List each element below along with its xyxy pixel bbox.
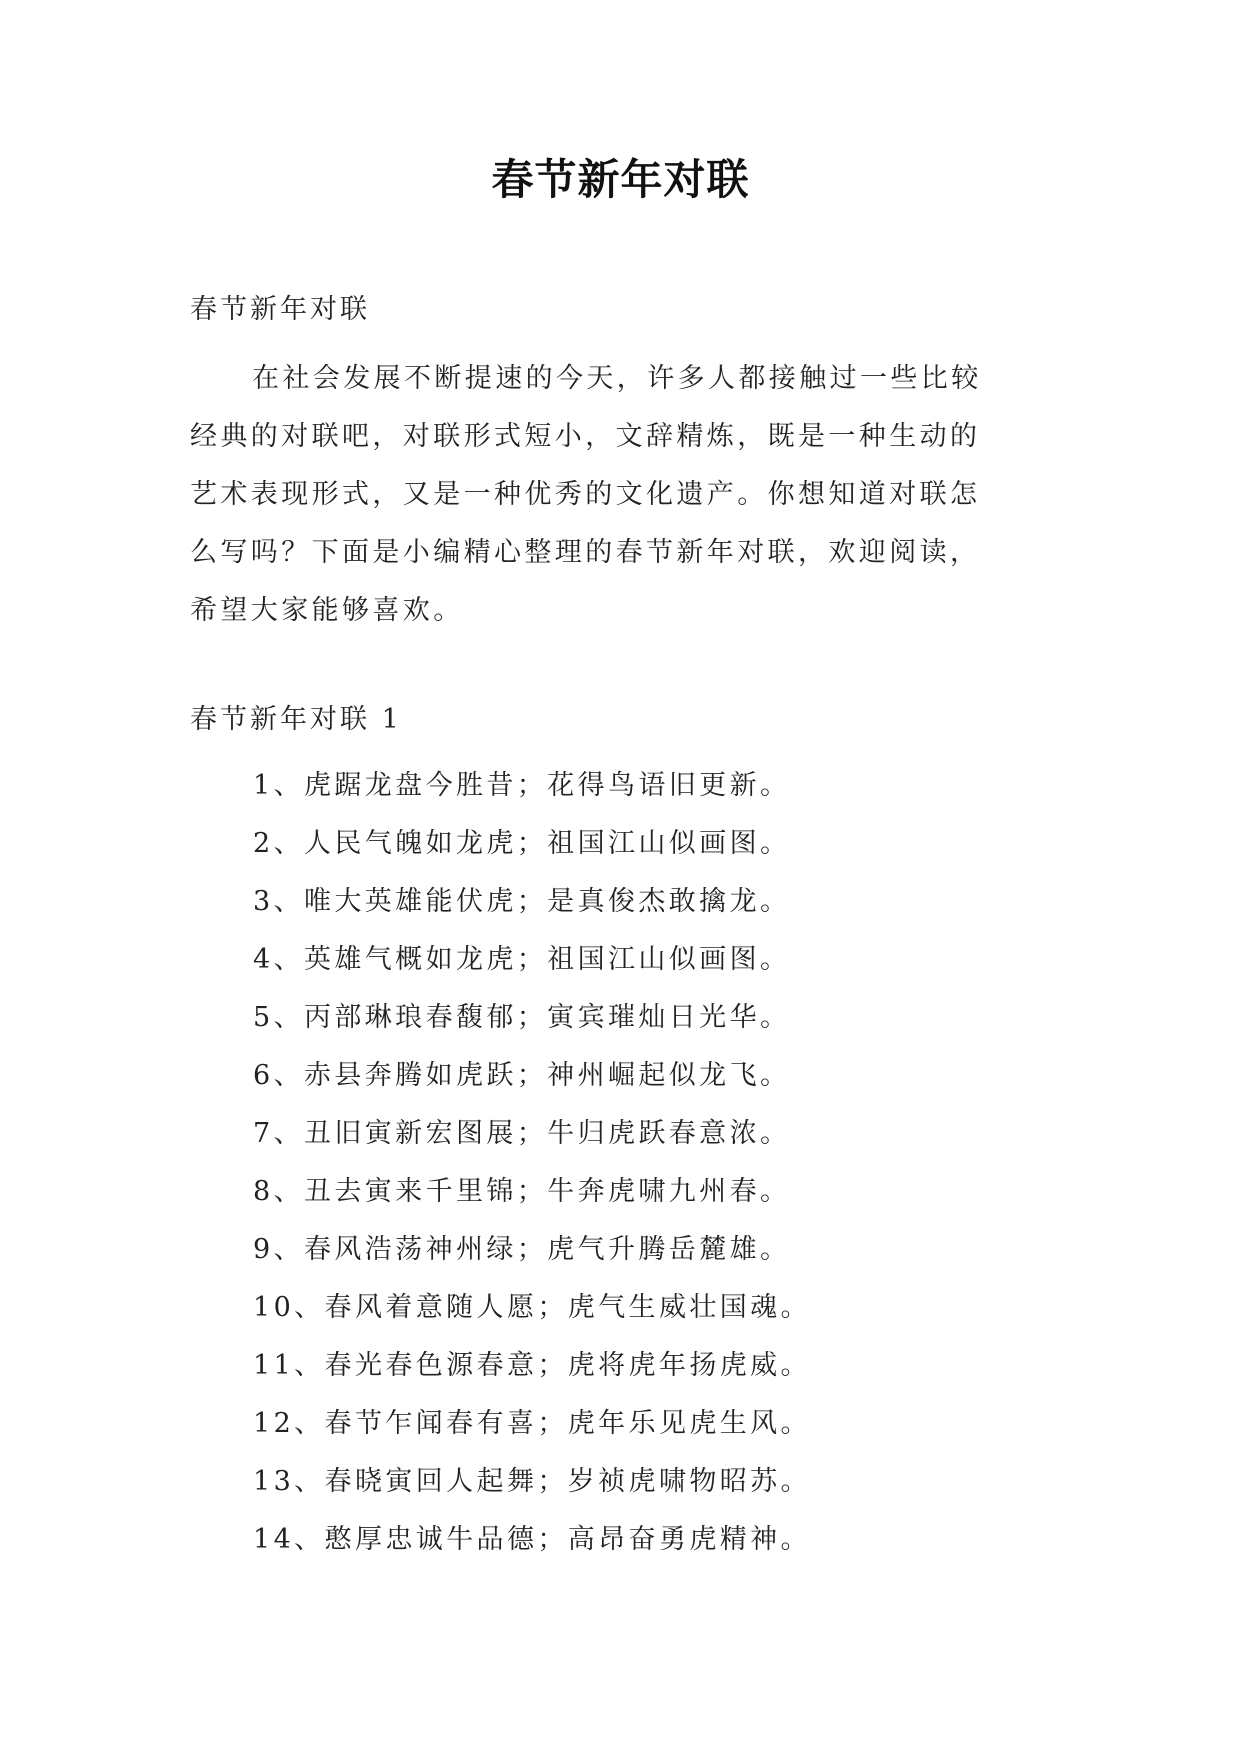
subsection-heading: 春节新年对联 1: [190, 704, 402, 735]
intro-line: 么写吗？下面是小编精心整理的春节新年对联，欢迎阅读，: [190, 537, 981, 568]
couplet-item: 10、春风着意随人愿；虎气生威壮国魂。: [253, 1292, 811, 1323]
couplet-item: 14、憨厚忠诚牛品德；高昂奋勇虎精神。: [253, 1524, 811, 1555]
couplet-item: 11、春光春色源春意；虎将虎年扬虎威。: [253, 1350, 811, 1381]
couplet-item: 2、人民气魄如龙虎；祖国江山似画图。: [253, 828, 791, 859]
intro-paragraph: [190, 350, 1070, 640]
couplet-item: 5、丙部琳琅春馥郁；寅宾璀灿日光华。: [253, 1002, 791, 1033]
couplet-item: 1、虎踞龙盘今胜昔；花得鸟语旧更新。: [253, 770, 791, 801]
couplet-item: 4、英雄气概如龙虎；祖国江山似画图。: [253, 944, 791, 975]
couplet-item: 8、丑去寅来千里锦；牛奔虎啸九州春。: [253, 1176, 791, 1207]
couplet-item: 6、赤县奔腾如虎跃；神州崛起似龙飞。: [253, 1060, 791, 1091]
intro-line: 艺术表现形式，又是一种优秀的文化遗产。你想知道对联怎: [190, 479, 981, 510]
couplet-item: 12、春节乍闻春有喜；虎年乐见虎生风。: [253, 1408, 811, 1439]
section-heading: 春节新年对联: [190, 294, 370, 325]
couplet-item: 9、春风浩荡神州绿；虎气升腾岳麓雄。: [253, 1234, 791, 1265]
intro-line: 在社会发展不断提速的今天，许多人都接触过一些比较: [252, 363, 982, 394]
document-title: 春节新年对联: [491, 155, 750, 204]
couplet-item: 13、春晓寅回人起舞；岁祯虎啸物昭苏。: [253, 1466, 811, 1497]
intro-line: 希望大家能够喜欢。: [190, 595, 464, 626]
couplet-list: [253, 757, 811, 1569]
couplet-item: 3、唯大英雄能伏虎；是真俊杰敢擒龙。: [253, 886, 791, 917]
couplet-item: 7、丑旧寅新宏图展；牛归虎跃春意浓。: [253, 1118, 791, 1149]
intro-line: 经典的对联吧，对联形式短小，文辞精炼，既是一种生动的: [190, 421, 981, 452]
